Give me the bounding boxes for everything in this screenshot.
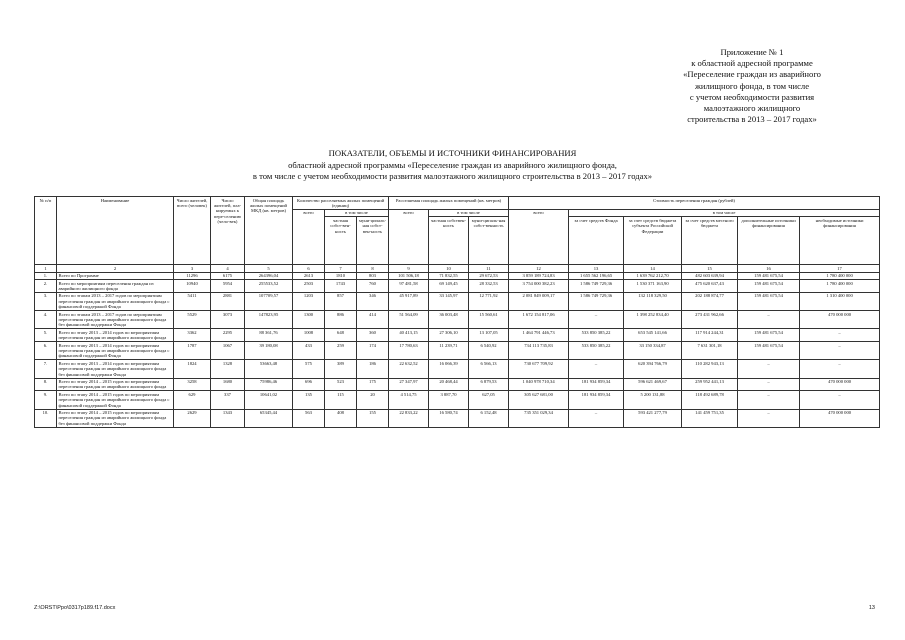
row-number-cell: 6.: [35, 342, 57, 360]
value-cell: 1008: [293, 329, 325, 342]
value-cell: 346: [357, 292, 389, 310]
value-cell: 273 431 962,66: [682, 311, 738, 329]
value-cell: –: [800, 342, 880, 360]
value-cell: 29 672,53: [469, 272, 509, 279]
value-cell: 1328: [211, 360, 245, 378]
column-number: 16: [738, 265, 800, 272]
value-cell: 3258: [174, 378, 211, 391]
value-cell: 1 040 978 710,34: [509, 378, 569, 391]
file-path: Z:\ORST\Ppo\0317p189.f17.docx: [34, 605, 116, 611]
header-rooms-group: Количество расселяемых жилых помещений (единиц): [293, 197, 389, 210]
value-cell: 20 468,44: [429, 378, 469, 391]
row-name-cell: Всего по этапу 2013 – 2014 годов по мероприятиям переселения граждан из аварийного жилищного фонда: [57, 329, 174, 342]
value-cell: 2 081 849 009,17: [509, 292, 569, 310]
value-cell: 27 306,10: [429, 329, 469, 342]
value-cell: 3 754 000 382,23: [509, 280, 569, 293]
value-cell: 620 394 766,79: [624, 360, 682, 378]
value-cell: 88 361,76: [245, 329, 293, 342]
value-cell: 470 000 000: [800, 311, 880, 329]
appendix-line: малоэтажного жилищного: [703, 103, 801, 114]
table-row: [35, 272, 880, 279]
header-rooms-incl: в том числе: [325, 209, 389, 216]
value-cell: 117 914 244,31: [682, 329, 738, 342]
row-name-cell: Всего по этапам 2013 – 2017 годов по мероприятиям переселения граждан из аварийного жилищного фонда без финансовой поддержки Фонда: [57, 311, 174, 329]
value-cell: 1 586 749 729,36: [569, 280, 624, 293]
header-additional: дополнительные источники финансирования: [738, 217, 800, 265]
value-cell: 696: [293, 378, 325, 391]
value-cell: –: [738, 378, 800, 391]
header-area-private: частная собствен-ность: [429, 217, 469, 265]
value-cell: 389: [325, 360, 357, 378]
value-cell: 2629: [174, 409, 211, 427]
header-rooms-total: всего: [293, 209, 325, 264]
value-cell: 730 677 709,92: [509, 360, 569, 378]
value-cell: 6175: [211, 272, 245, 279]
value-cell: 181 934 859,34: [569, 391, 624, 409]
value-cell: 159 481 675,54: [738, 292, 800, 310]
column-number: 7: [325, 265, 357, 272]
value-cell: 1 780 400 000: [800, 272, 880, 279]
value-cell: 475 620 637,43: [682, 280, 738, 293]
column-number: 9: [389, 265, 429, 272]
value-cell: 264396,04: [245, 272, 293, 279]
value-cell: 2295: [211, 329, 245, 342]
value-cell: 1810: [325, 272, 357, 279]
value-cell: 482 603 639,94: [682, 272, 738, 279]
value-cell: 857: [325, 292, 357, 310]
value-cell: 71 832,55: [429, 272, 469, 279]
value-cell: 27 347,97: [389, 378, 429, 391]
value-cell: 3 859 189 724,83: [509, 272, 569, 279]
value-cell: 1203: [293, 292, 325, 310]
value-cell: 12 771,92: [469, 292, 509, 310]
table-row: [35, 342, 880, 360]
value-cell: –: [738, 311, 800, 329]
value-cell: 6 152,48: [469, 409, 509, 427]
column-number: 4: [211, 265, 245, 272]
column-number: 6: [293, 265, 325, 272]
value-cell: 101 506,18: [389, 272, 429, 279]
value-cell: 533 850 385,22: [569, 342, 624, 360]
value-cell: 1300: [293, 311, 325, 329]
value-cell: 132 118 329,50: [624, 292, 682, 310]
value-cell: 15 560,61: [469, 311, 509, 329]
column-number: 14: [624, 265, 682, 272]
value-cell: –: [800, 329, 880, 342]
value-cell: 75986,46: [245, 378, 293, 391]
value-cell: 4 514,75: [389, 391, 429, 409]
header-area-municipal: муни-ципаль-ная собст-венность: [469, 217, 509, 265]
value-cell: 53663,48: [245, 360, 293, 378]
value-cell: 1 310 400 000: [800, 292, 880, 310]
appendix-line: с учетом необходимости развития: [689, 91, 815, 102]
column-number: 8: [357, 265, 389, 272]
value-cell: 735 351 029,34: [509, 409, 569, 427]
row-number-cell: 3.: [35, 292, 57, 310]
value-cell: –: [738, 360, 800, 378]
value-cell: 135: [293, 391, 325, 409]
table-body: [35, 265, 880, 428]
row-number-cell: 10.: [35, 409, 57, 427]
page-number: 13: [868, 605, 875, 611]
value-cell: 110 282 943,13: [682, 360, 738, 378]
column-number: 13: [569, 265, 624, 272]
value-cell: 3 887,70: [429, 391, 469, 409]
row-name-cell: Всего по мероприятиям переселения граждан из аварийного жилищного фонда: [57, 280, 174, 293]
header-cost-group: Стоимость переселения граждан (рублей): [509, 197, 880, 210]
value-cell: 533 850 385,22: [569, 329, 624, 342]
value-cell: 22 632,52: [389, 360, 429, 378]
value-cell: 16 066,39: [429, 360, 469, 378]
column-number: 12: [509, 265, 569, 272]
value-cell: 28 332,53: [469, 280, 509, 293]
value-cell: 1 780 400 000: [800, 280, 880, 293]
header-planned: Число жителей, пла-нируемых к пере-селению (чело-век): [211, 197, 245, 265]
value-cell: 159 481 675,54: [738, 272, 800, 279]
header-num: № п/п: [35, 197, 57, 265]
value-cell: 181 934 859,34: [569, 378, 624, 391]
value-cell: 1 586 749 729,36: [569, 292, 624, 310]
value-cell: 10641,02: [245, 391, 293, 409]
header-local: за счет средств местного бюджета: [682, 217, 738, 265]
value-cell: 5954: [211, 280, 245, 293]
header-residents: Число жителей, всего (человек): [174, 197, 211, 265]
value-cell: 734 113 735,83: [509, 342, 569, 360]
row-number-cell: 4.: [35, 311, 57, 329]
row-name-cell: Всего по этапу 2013 – 2014 годов по мероприятиям переселения граждан из аварийного жилищного фонда с финансовой поддержкой Фонда: [57, 342, 174, 360]
value-cell: 760: [357, 280, 389, 293]
value-cell: 3362: [174, 329, 211, 342]
value-cell: 337: [211, 391, 245, 409]
value-cell: 6 540,92: [469, 342, 509, 360]
value-cell: 1 530 371 163,90: [624, 280, 682, 293]
value-cell: 1 672 154 817,06: [509, 311, 569, 329]
value-cell: 155: [357, 409, 389, 427]
column-number: 3: [174, 265, 211, 272]
value-cell: 40 413,15: [389, 329, 429, 342]
value-cell: 36 003,48: [429, 311, 469, 329]
document-title: ПОКАЗАТЕЛИ, ОБЪЕМЫ И ИСТОЧНИКИ ФИНАНСИРОВАНИЯ: [328, 148, 577, 158]
row-name-cell: Всего по этапам 2013 – 2017 годов по мероприятиям переселения граждан из аварийного жилищного фонда с финансовой поддержкой Фонда: [57, 292, 174, 310]
table-row: [35, 292, 880, 310]
value-cell: 16 580,74: [429, 409, 469, 427]
value-cell: –: [569, 311, 624, 329]
value-cell: 51 564,09: [389, 311, 429, 329]
row-number-cell: 9.: [35, 391, 57, 409]
value-cell: 5529: [174, 311, 211, 329]
table-row: [35, 378, 880, 391]
table-row: [35, 311, 880, 329]
value-cell: 7 631 301,18: [682, 342, 738, 360]
appendix-line: «Переселение граждан из аварийного: [683, 69, 821, 80]
document-subtitle: областной адресной программы «Переселение граждан из аварийного жилищного фонда,: [288, 160, 617, 170]
value-cell: 1 464 791 446,73: [509, 329, 569, 342]
document-subtitle: в том числе с учетом необходимости развития малоэтажного жилищного строительства в 2013 – 2017 годах»: [252, 171, 653, 181]
value-cell: 2503: [293, 280, 325, 293]
value-cell: 255533,52: [245, 280, 293, 293]
row-number-cell: 5.: [35, 329, 57, 342]
value-cell: 107709,57: [245, 292, 293, 310]
header-area-incl: в том числе: [429, 209, 509, 216]
value-cell: 259: [325, 342, 357, 360]
value-cell: 1680: [211, 378, 245, 391]
value-cell: 175: [357, 378, 389, 391]
column-number: 2: [57, 265, 174, 272]
value-cell: 147823,95: [245, 311, 293, 329]
header-name: Наименование: [57, 197, 174, 265]
table-row: [35, 391, 880, 409]
value-cell: 10940: [174, 280, 211, 293]
value-cell: 5411: [174, 292, 211, 310]
value-cell: 653 545 141,66: [624, 329, 682, 342]
header-area: Общая площадь жилых помещений МКД (кв. метров): [245, 197, 293, 265]
value-cell: 596 621 469,67: [624, 378, 682, 391]
value-cell: 6 566,13: [469, 360, 509, 378]
value-cell: 22 833,22: [389, 409, 429, 427]
value-cell: 20: [357, 391, 389, 409]
value-cell: 414: [357, 311, 389, 329]
header-fund: за счет средств Фонда: [569, 217, 624, 265]
value-cell: 470 000 000: [800, 378, 880, 391]
value-cell: 1824: [174, 360, 211, 378]
value-cell: 65345,44: [245, 409, 293, 427]
row-name-cell: Всего по этапу 2014 – 2015 годов по мероприятиям переселения граждан из аварийного жилищного фонда без финансовой поддержки Фонда: [57, 409, 174, 427]
value-cell: 115: [325, 391, 357, 409]
value-cell: 1067: [211, 342, 245, 360]
value-cell: 305 627 681,00: [509, 391, 569, 409]
value-cell: 629: [174, 391, 211, 409]
value-cell: –: [800, 360, 880, 378]
appendix-block: [647, 47, 857, 125]
value-cell: 6 879,53: [469, 378, 509, 391]
row-name-cell: Всего по этапу 2013 – 2014 годов по мероприятиям переселения граждан из аварийного жилищного фонда без финансовой поддержки Фонда: [57, 360, 174, 378]
row-name-cell: Всего по этапу 2014 – 2015 годов по мероприятиям переселения граждан из аварийного жилищного фонда с финансовой поддержкой Фонда: [57, 391, 174, 409]
appendix-line: к областной адресной программе: [691, 58, 813, 69]
value-cell: 1743: [325, 280, 357, 293]
header-area-group: Расселяемая площадь жилых помещений (кв. метров): [389, 197, 509, 210]
value-cell: 2613: [293, 272, 325, 279]
value-cell: 186: [357, 360, 389, 378]
column-number: 11: [469, 265, 509, 272]
value-cell: 627,05: [469, 391, 509, 409]
value-cell: 470 000 000: [800, 409, 880, 427]
column-number: 15: [682, 265, 738, 272]
value-cell: 360: [357, 329, 389, 342]
row-name-cell: Всего по этапу 2014 – 2015 годов по мероприятиям переселения граждан из аварийного жилищного фонда: [57, 378, 174, 391]
value-cell: 39 180,08: [245, 342, 293, 360]
value-cell: 648: [325, 329, 357, 342]
column-number: 10: [429, 265, 469, 272]
value-cell: 1 655 562 196,65: [569, 272, 624, 279]
header-rooms-private: частная собст-вен-ность: [325, 217, 357, 265]
row-number-cell: 1.: [35, 272, 57, 279]
value-cell: 159 481 675,54: [738, 280, 800, 293]
value-cell: 433: [293, 342, 325, 360]
indicators-table: [34, 196, 880, 428]
header-cost-incl: в том числе: [569, 209, 880, 216]
value-cell: 3073: [211, 311, 245, 329]
value-cell: 159 481 675,54: [738, 329, 800, 342]
row-name-cell: Всего по Программе: [57, 272, 174, 279]
value-cell: 5 200 131,88: [624, 391, 682, 409]
value-cell: 1 639 762 212,70: [624, 272, 682, 279]
value-cell: 118 492 689,78: [682, 391, 738, 409]
value-cell: –: [738, 409, 800, 427]
table-row: [35, 280, 880, 293]
header-area-total: всего: [389, 209, 429, 264]
table-row: [35, 409, 880, 427]
value-cell: 803: [357, 272, 389, 279]
header-regional: за счет средств бюджета субъекта Российской Федерации: [624, 217, 682, 265]
column-number: 1: [35, 265, 57, 272]
value-cell: 593 421 277,79: [624, 409, 682, 427]
value-cell: 141 459 751,35: [682, 409, 738, 427]
value-cell: 13 107,05: [469, 329, 509, 342]
value-cell: 45 917,89: [389, 292, 429, 310]
header-cost-total: всего: [509, 209, 569, 264]
column-numbers-row: [35, 265, 880, 272]
value-cell: –: [569, 360, 624, 378]
table-row: [35, 329, 880, 342]
value-cell: 11296: [174, 272, 211, 279]
value-cell: 69 149,45: [429, 280, 469, 293]
value-cell: 159 481 675,54: [738, 342, 800, 360]
column-number: 17: [800, 265, 880, 272]
value-cell: 17 780,63: [389, 342, 429, 360]
value-cell: 523: [325, 378, 357, 391]
value-cell: 33 150 334,87: [624, 342, 682, 360]
value-cell: 408: [325, 409, 357, 427]
value-cell: 886: [325, 311, 357, 329]
row-number-cell: 2.: [35, 280, 57, 293]
value-cell: 1787: [174, 342, 211, 360]
value-cell: 1 398 252 834,40: [624, 311, 682, 329]
value-cell: 202 188 874,77: [682, 292, 738, 310]
appendix-line: жилищного фонда, в том числе: [694, 80, 810, 91]
value-cell: 174: [357, 342, 389, 360]
appendix-line: Приложение № 1: [720, 47, 784, 57]
value-cell: 1343: [211, 409, 245, 427]
value-cell: –: [738, 391, 800, 409]
value-cell: 97 481,58: [389, 280, 429, 293]
row-number-cell: 7.: [35, 360, 57, 378]
row-number-cell: 8.: [35, 378, 57, 391]
value-cell: –: [800, 391, 880, 409]
value-cell: 33 145,97: [429, 292, 469, 310]
value-cell: 259 952 441,13: [682, 378, 738, 391]
appendix-line: строительства в 2013 – 2017 годах»: [687, 114, 817, 125]
column-number: 5: [245, 265, 293, 272]
header-required: необходимые источники финансирования: [800, 217, 880, 265]
value-cell: –: [569, 409, 624, 427]
table-row: [35, 360, 880, 378]
value-cell: 575: [293, 360, 325, 378]
value-cell: 11 239,71: [429, 342, 469, 360]
header-rooms-municipal: муни-ципаль-ная собст-вен-ность: [357, 217, 389, 265]
value-cell: 563: [293, 409, 325, 427]
value-cell: 2881: [211, 292, 245, 310]
